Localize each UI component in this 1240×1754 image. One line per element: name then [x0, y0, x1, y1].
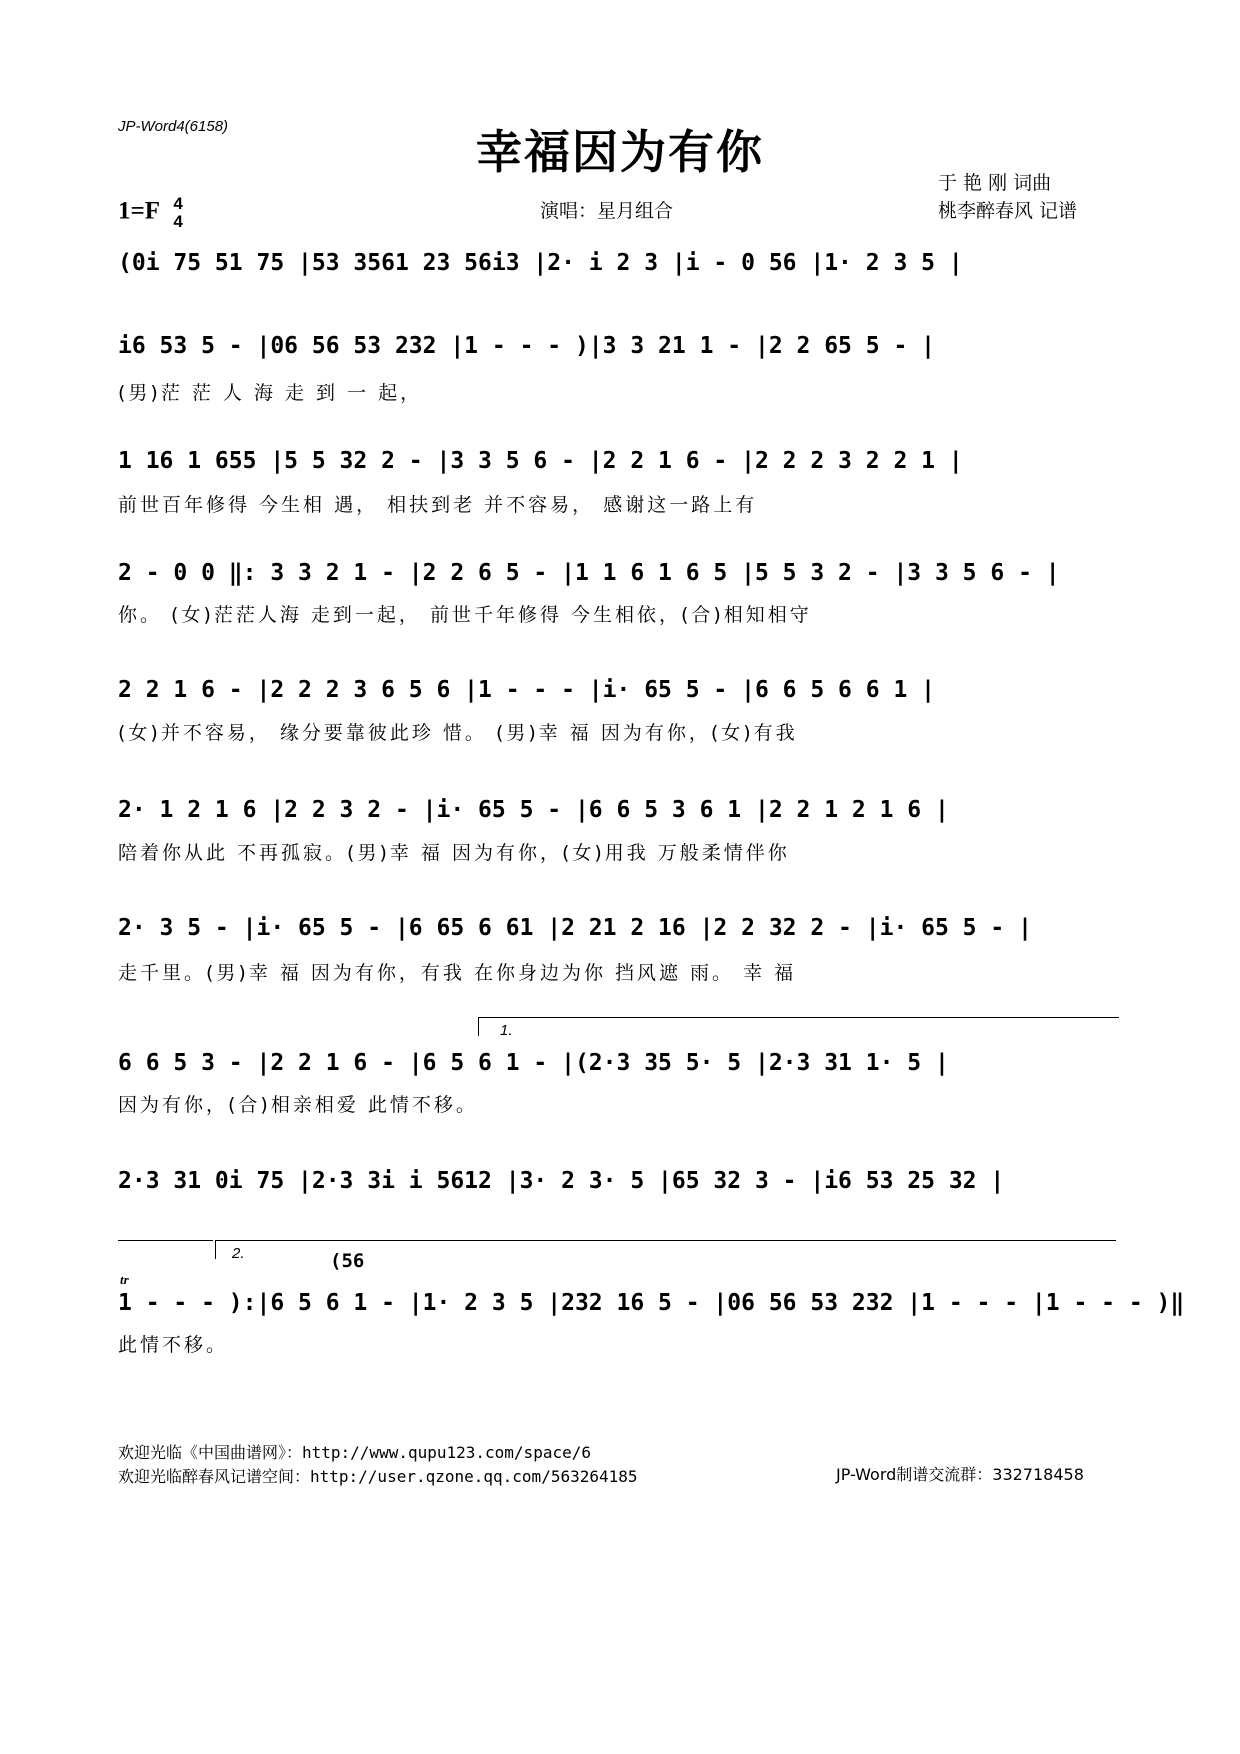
- lyric-line-3: 前世百年修得 今生相 遇， 相扶到老 并不容易， 感谢这一路上有: [118, 494, 758, 516]
- notation-line-1: (0i 75 51 75 |53 3561 23 56i3 |2· i 2 3 |i - 0 56 |1· 2 3 5 |: [118, 250, 963, 276]
- notation-line-5: 2 2 1 6 - |2 2 2 3 6 5 6 |1 - - - |i· 65 5 - |6 6 5 6 6 1 |: [118, 677, 935, 703]
- footer-website-link: 欢迎光临《中国曲谱网》：http://www.qupu123.com/space/6: [118, 1443, 591, 1462]
- lyric-line-7: 走千里。(男)幸 福 因为有你，有我 在你身边为你 挡风遮 雨。 幸 福: [118, 962, 797, 984]
- singer: 演唱：星月组合: [540, 200, 674, 222]
- notation-line-7: 2· 3 5 - |i· 65 5 - |6 65 6 61 |2 21 2 16 |2 2 32 2 - |i· 65 5 - |: [118, 915, 1032, 941]
- key-signature: 1=F: [118, 197, 160, 225]
- lyric-line-6: 陪着你从此 不再孤寂。(男)幸 福 因为有你，(女)用我 万般柔情伴你: [118, 842, 790, 864]
- notation-line-10: 1 - - - ):|6 5 6 1 - |1· 2 3 5 |232 16 5 - |06 56 53 232 |1 - - - |1 - - - )‖: [118, 1290, 1185, 1316]
- volta-end-bracket-1: [118, 1240, 213, 1259]
- time-signature: [173, 195, 182, 231]
- lyricist-composer: 于 艳 刚 词曲: [938, 172, 1052, 194]
- notation-line-2: i6 53 5 - |06 56 53 232 |1 - - - )|3 3 21 1 - |2 2 65 5 - |: [118, 333, 935, 359]
- time-signature-top: 4: [173, 194, 183, 213]
- volta-number-1: 1.: [500, 1022, 513, 1039]
- time-signature-bottom: 4: [173, 212, 183, 231]
- software-tag: JP-Word4(6158): [118, 118, 229, 135]
- lyric-line-2: (男)茫 茫 人 海 走 到 一 起，: [118, 382, 423, 404]
- footer-group: JP-Word制谱交流群：332718458: [836, 1465, 1084, 1484]
- notation-line-9: 2·3 31 0i 75 |2·3 3i i 5612 |3· 2 3· 5 |65 32 3 - |i6 53 25 32 |: [118, 1168, 1005, 1194]
- lyric-line-5: (女)并不容易， 缘分要靠彼此珍 惜。 (男)幸 福 因为有你，(女)有我: [118, 722, 798, 744]
- lyric-line-4: 你。 (女)茫茫人海 走到一起， 前世千年修得 今生相依，(合)相知相守: [118, 604, 812, 626]
- lyric-line-10: 此情不移。: [118, 1334, 229, 1356]
- notation-line-6: 2· 1 2 1 6 |2 2 3 2 - |i· 65 5 - |6 6 5 3 6 1 |2 2 1 2 1 6 |: [118, 797, 949, 823]
- volta-number-2: 2.: [232, 1245, 245, 1262]
- notation-line-3: 1 16 1 655 |5 5 32 2 - |3 3 5 6 - |2 2 1 6 - |2 2 2 3 2 2 1 |: [118, 448, 963, 474]
- grace-notes: (56: [330, 1250, 365, 1272]
- transcriber: 桃李醉春风 记谱: [938, 200, 1078, 222]
- key-time-signature: [118, 195, 183, 231]
- volta-bracket-1: [478, 1017, 1119, 1036]
- notation-line-4: 2 - 0 0 ‖: 3 3 2 1 - |2 2 6 5 - |1 1 6 1 6 5 |5 5 3 2 - |3 3 5 6 - |: [118, 560, 1060, 586]
- footer-qzone-link: 欢迎光临醉春风记谱空间：http://user.qzone.qq.com/563264185: [118, 1467, 638, 1486]
- trill-mark: tr: [120, 1272, 129, 1287]
- song-title: 幸福因为有你: [476, 125, 764, 179]
- lyric-line-8: 因为有你，(合)相亲相爱 此情不移。: [118, 1094, 478, 1116]
- notation-line-8: 6 6 5 3 - |2 2 1 6 - |6 5 6 1 - |(2·3 35 5· 5 |2·3 31 1· 5 |: [118, 1050, 949, 1076]
